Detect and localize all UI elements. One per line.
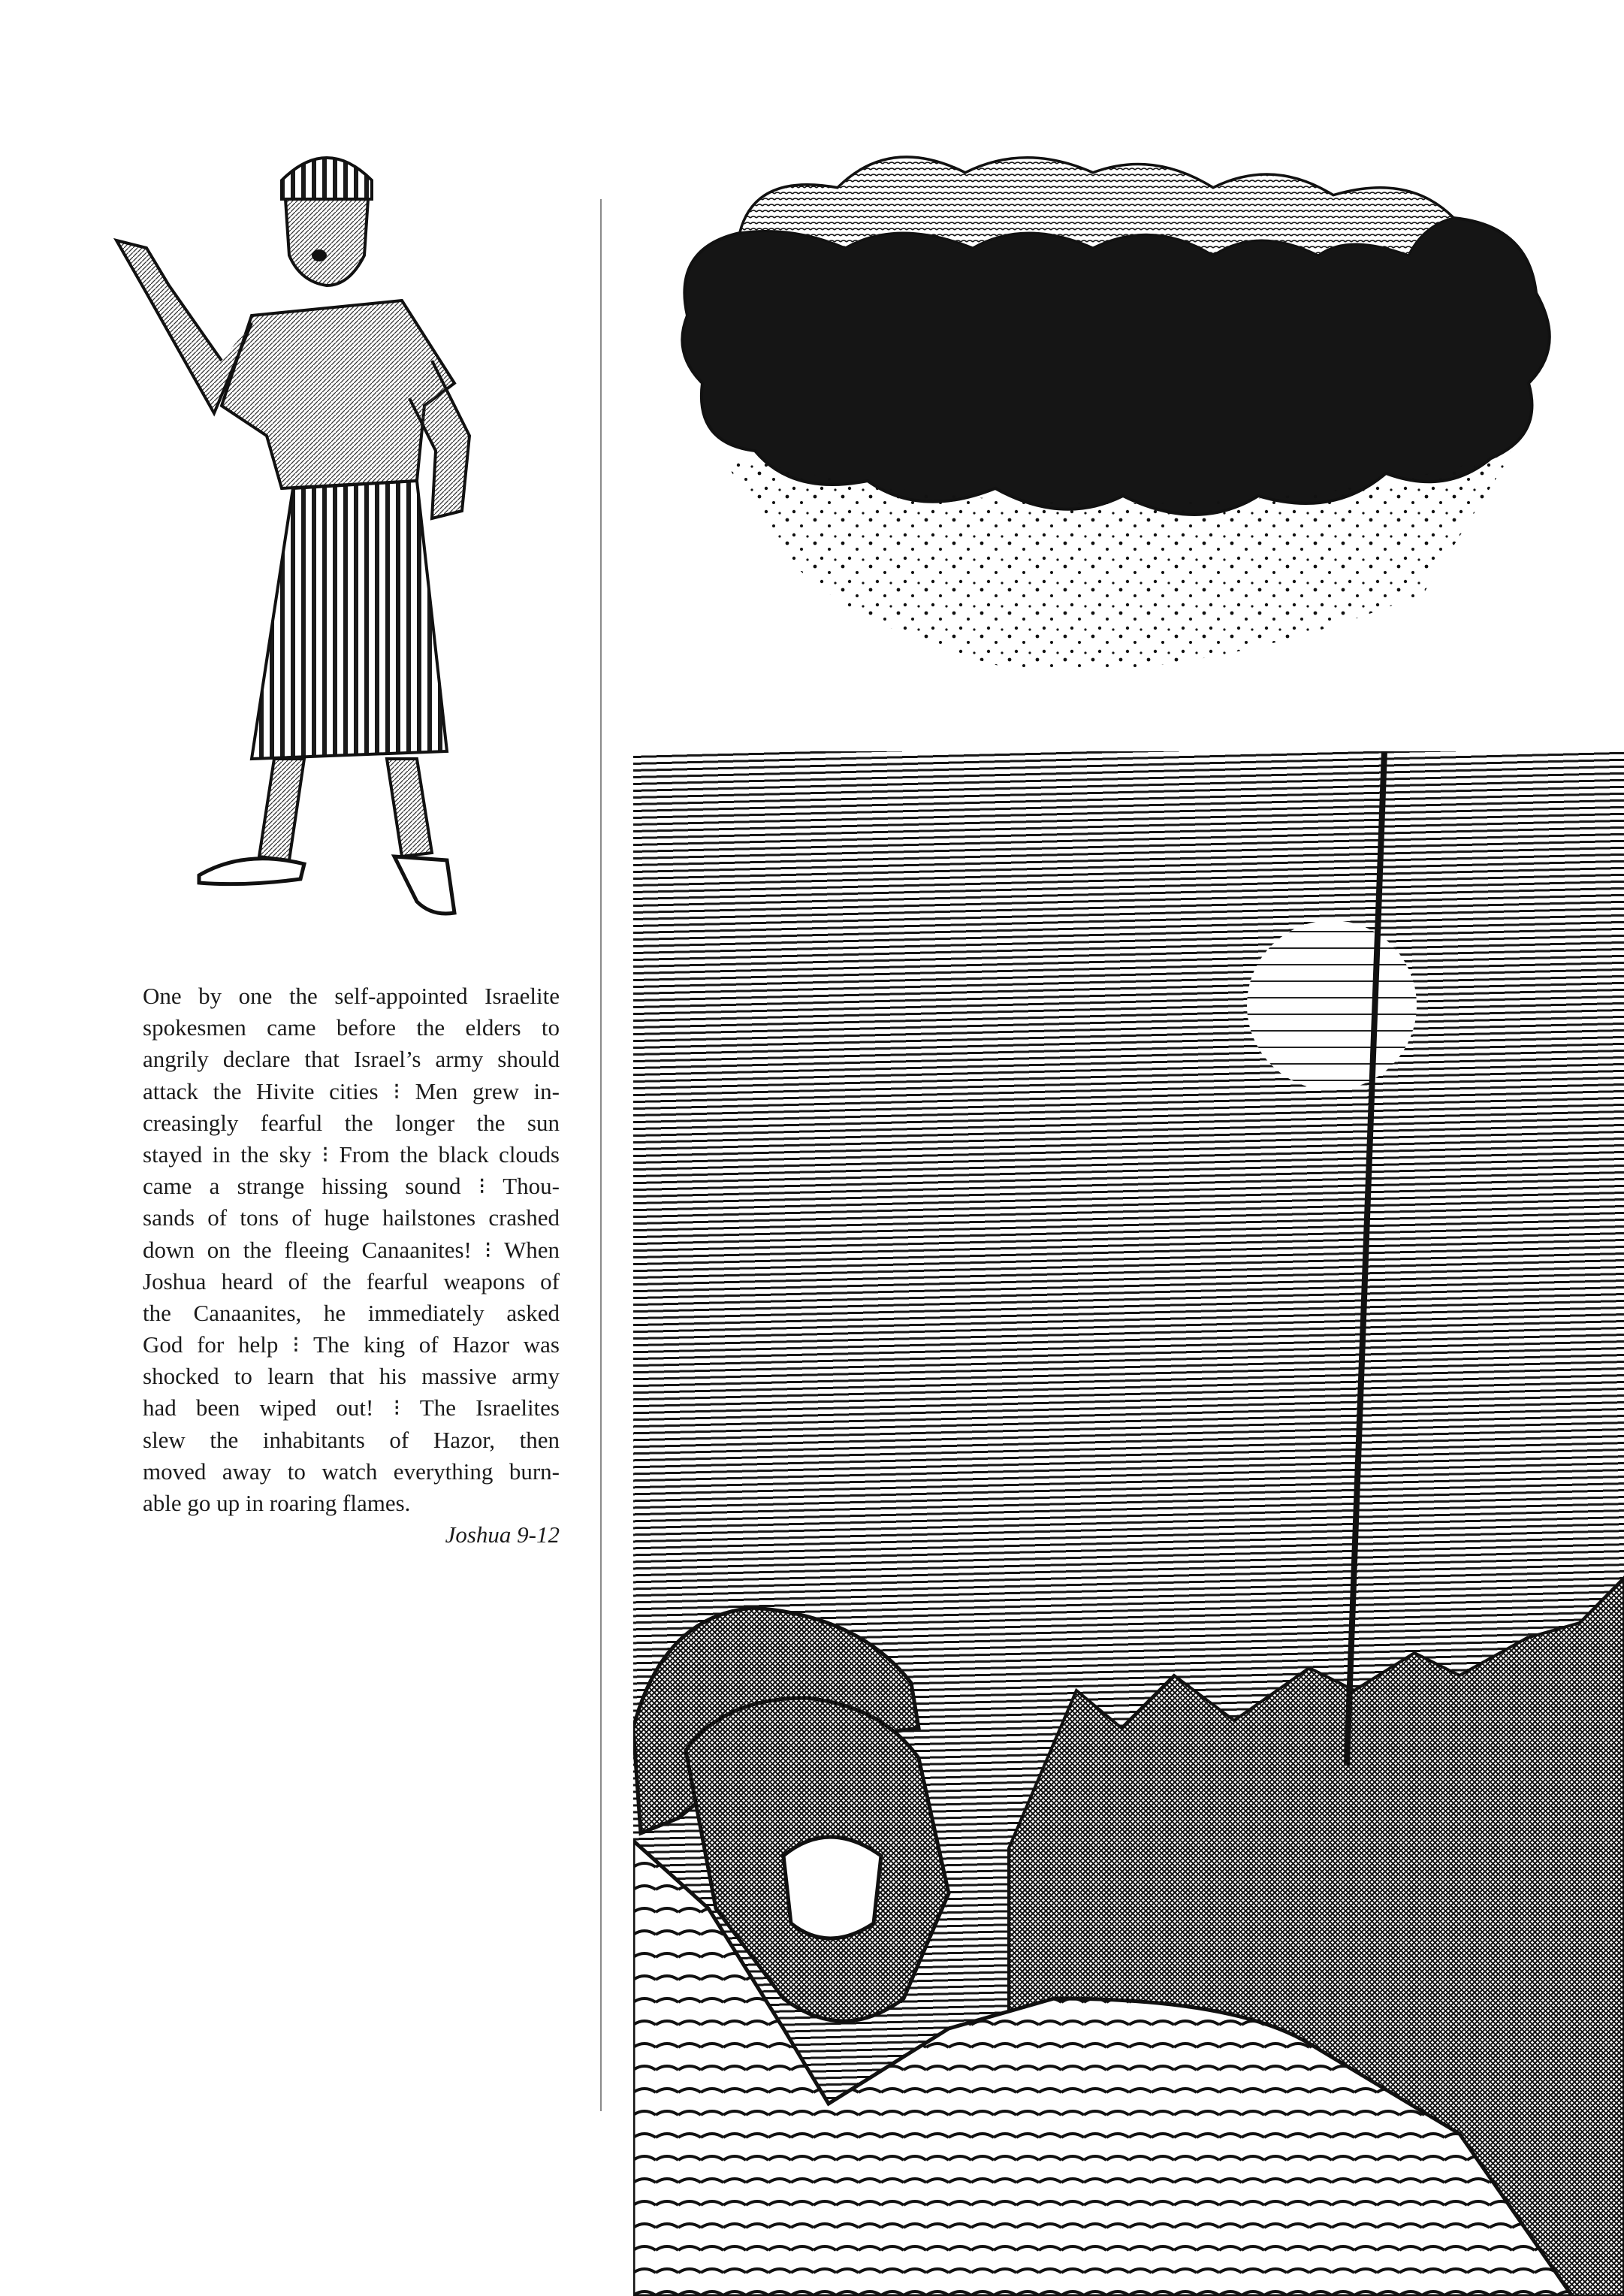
text-line: One by one the self-appointed Israelite [143, 983, 560, 1009]
text-line: God for help ⁝ The king of Hazor was [143, 1331, 560, 1358]
text-line: able go up in roaring flames. [143, 1490, 411, 1516]
narrative-text [143, 980, 560, 1551]
text-line: spokesmen came before the elders to [143, 1014, 560, 1041]
text-line: sands of tons of huge hailstones crashed [143, 1204, 560, 1231]
text-line: creasingly fearful the longer the sun [143, 1109, 560, 1136]
text-line: down on the fleeing Canaanites! ⁝ When [143, 1236, 560, 1263]
text-line: came a strange hissing sound ⁝ Thou- [143, 1173, 560, 1200]
text-line: had been wiped out! ⁝ The Israelites [143, 1394, 560, 1421]
text-line: Joshua heard of the fearful weapons of [143, 1267, 560, 1295]
text-line: attack the Hivite cities ⁝ Men grew in- [143, 1077, 560, 1104]
text-line: slew the inhabitants of Hazor, then [143, 1426, 560, 1453]
text-line: stayed in the sky ⁝ From the black clouds [143, 1140, 560, 1168]
sky-panel-illustration [633, 751, 1624, 2296]
panel-art [633, 751, 1624, 2296]
pointing-man-illustration [101, 135, 575, 920]
scripture-citation: Joshua 9-12 [445, 1521, 560, 1548]
text-line: shocked to learn that his massive army [143, 1363, 560, 1390]
text-line: moved away to watch everything burn- [143, 1458, 560, 1485]
sun-icon [1247, 920, 1417, 1090]
column-divider [600, 199, 602, 2111]
text-line: angrily declare that Israel’s army should [143, 1046, 560, 1073]
text-line: the Canaanites, he immediately asked [143, 1299, 560, 1326]
storm-cloud-illustration [672, 143, 1574, 687]
